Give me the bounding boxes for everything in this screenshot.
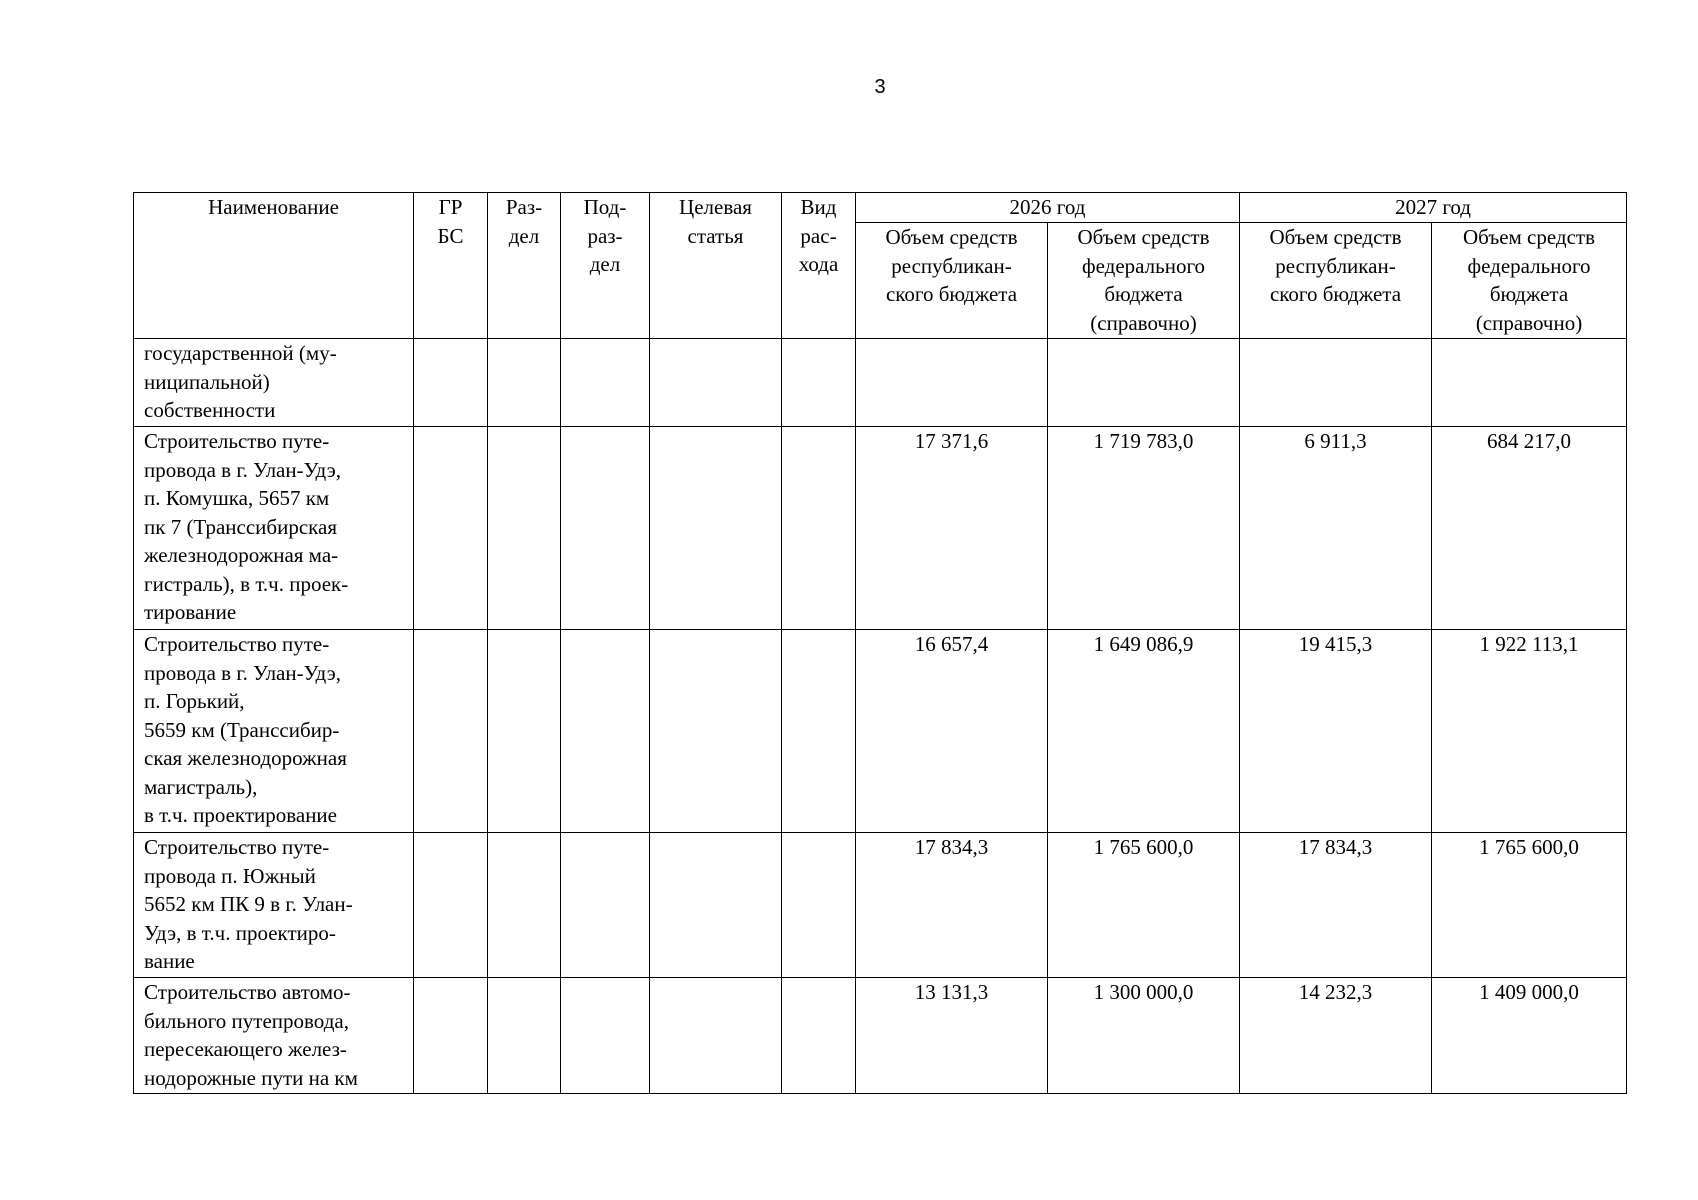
row-grbs — [414, 630, 488, 833]
row-2026-republic: 17 834,3 — [856, 833, 1048, 978]
row-2027-republic: 6 911,3 — [1240, 427, 1432, 630]
row-target-article — [650, 833, 782, 978]
row-section — [488, 339, 561, 427]
header-2026-republic: Объем средств республикан- ского бюджета — [856, 223, 1048, 339]
row-2027-republic: 17 834,3 — [1240, 833, 1432, 978]
row-expense-type — [782, 833, 856, 978]
row-name: Строительство автомо- бильного путепровода, пересекающего желез- нодорожные пути на км — [134, 978, 414, 1094]
budget-table — [133, 192, 1627, 1094]
row-2026-federal: 1 765 600,0 — [1048, 833, 1240, 978]
row-expense-type — [782, 427, 856, 630]
row-2027-federal: 1 409 000,0 — [1432, 978, 1627, 1094]
row-subsection — [561, 427, 650, 630]
row-2026-federal: 1 719 783,0 — [1048, 427, 1240, 630]
table-row — [134, 427, 1627, 630]
row-2027-republic — [1240, 339, 1432, 427]
header-expense-type: Вид рас- хода — [782, 193, 856, 339]
row-2026-federal — [1048, 339, 1240, 427]
row-grbs — [414, 833, 488, 978]
table-row — [134, 978, 1627, 1094]
row-2027-republic: 14 232,3 — [1240, 978, 1432, 1094]
row-expense-type — [782, 339, 856, 427]
row-name: Строительство путе- провода в г. Улан-Удэ, п. Комушка, 5657 км пк 7 (Транссибирская железнодорожная ма- гистраль), в т.ч. проек- тирование — [134, 427, 414, 630]
row-expense-type — [782, 978, 856, 1094]
row-subsection — [561, 833, 650, 978]
header-section: Раз- дел — [488, 193, 561, 339]
header-2027-republic: Объем средств республикан- ского бюджета — [1240, 223, 1432, 339]
row-section — [488, 978, 561, 1094]
row-2027-federal: 684 217,0 — [1432, 427, 1627, 630]
header-name: Наименование — [134, 193, 414, 339]
row-2027-federal: 1 765 600,0 — [1432, 833, 1627, 978]
row-grbs — [414, 427, 488, 630]
header-2026-federal: Объем средств федерального бюджета (справочно) — [1048, 223, 1240, 339]
row-grbs — [414, 339, 488, 427]
row-name: государственной (му- ниципальной) собственности — [134, 339, 414, 427]
row-grbs — [414, 978, 488, 1094]
row-section — [488, 833, 561, 978]
table-row — [134, 630, 1627, 833]
row-2027-republic: 19 415,3 — [1240, 630, 1432, 833]
row-2026-federal: 1 649 086,9 — [1048, 630, 1240, 833]
header-year-2027: 2027 год — [1240, 193, 1627, 223]
row-2026-republic: 13 131,3 — [856, 978, 1048, 1094]
table-row — [134, 833, 1627, 978]
row-section — [488, 630, 561, 833]
row-name: Строительство путе- провода в г. Улан-Удэ, п. Горький, 5659 км (Транссибир- ская железнодорожная магистраль), в т.ч. проектирование — [134, 630, 414, 833]
row-subsection — [561, 978, 650, 1094]
row-2027-federal — [1432, 339, 1627, 427]
row-target-article — [650, 630, 782, 833]
header-year-2026: 2026 год — [856, 193, 1240, 223]
page-number: 3 — [874, 76, 886, 98]
row-section — [488, 427, 561, 630]
row-2026-republic: 17 371,6 — [856, 427, 1048, 630]
row-2026-republic — [856, 339, 1048, 427]
row-target-article — [650, 978, 782, 1094]
row-expense-type — [782, 630, 856, 833]
table-row — [134, 339, 1627, 427]
header-grbs: ГР БС — [414, 193, 488, 339]
row-2026-republic: 16 657,4 — [856, 630, 1048, 833]
row-subsection — [561, 630, 650, 833]
row-name: Строительство путе- провода п. Южный 5652 км ПК 9 в г. Улан- Удэ, в т.ч. проектиро- вание — [134, 833, 414, 978]
header-subsection: Под- раз- дел — [561, 193, 650, 339]
row-target-article — [650, 427, 782, 630]
row-target-article — [650, 339, 782, 427]
row-2026-federal: 1 300 000,0 — [1048, 978, 1240, 1094]
row-2027-federal: 1 922 113,1 — [1432, 630, 1627, 833]
row-subsection — [561, 339, 650, 427]
header-row-years — [134, 193, 1627, 223]
header-2027-federal: Объем средств федерального бюджета (справочно) — [1432, 223, 1627, 339]
header-target-article: Целевая статья — [650, 193, 782, 339]
